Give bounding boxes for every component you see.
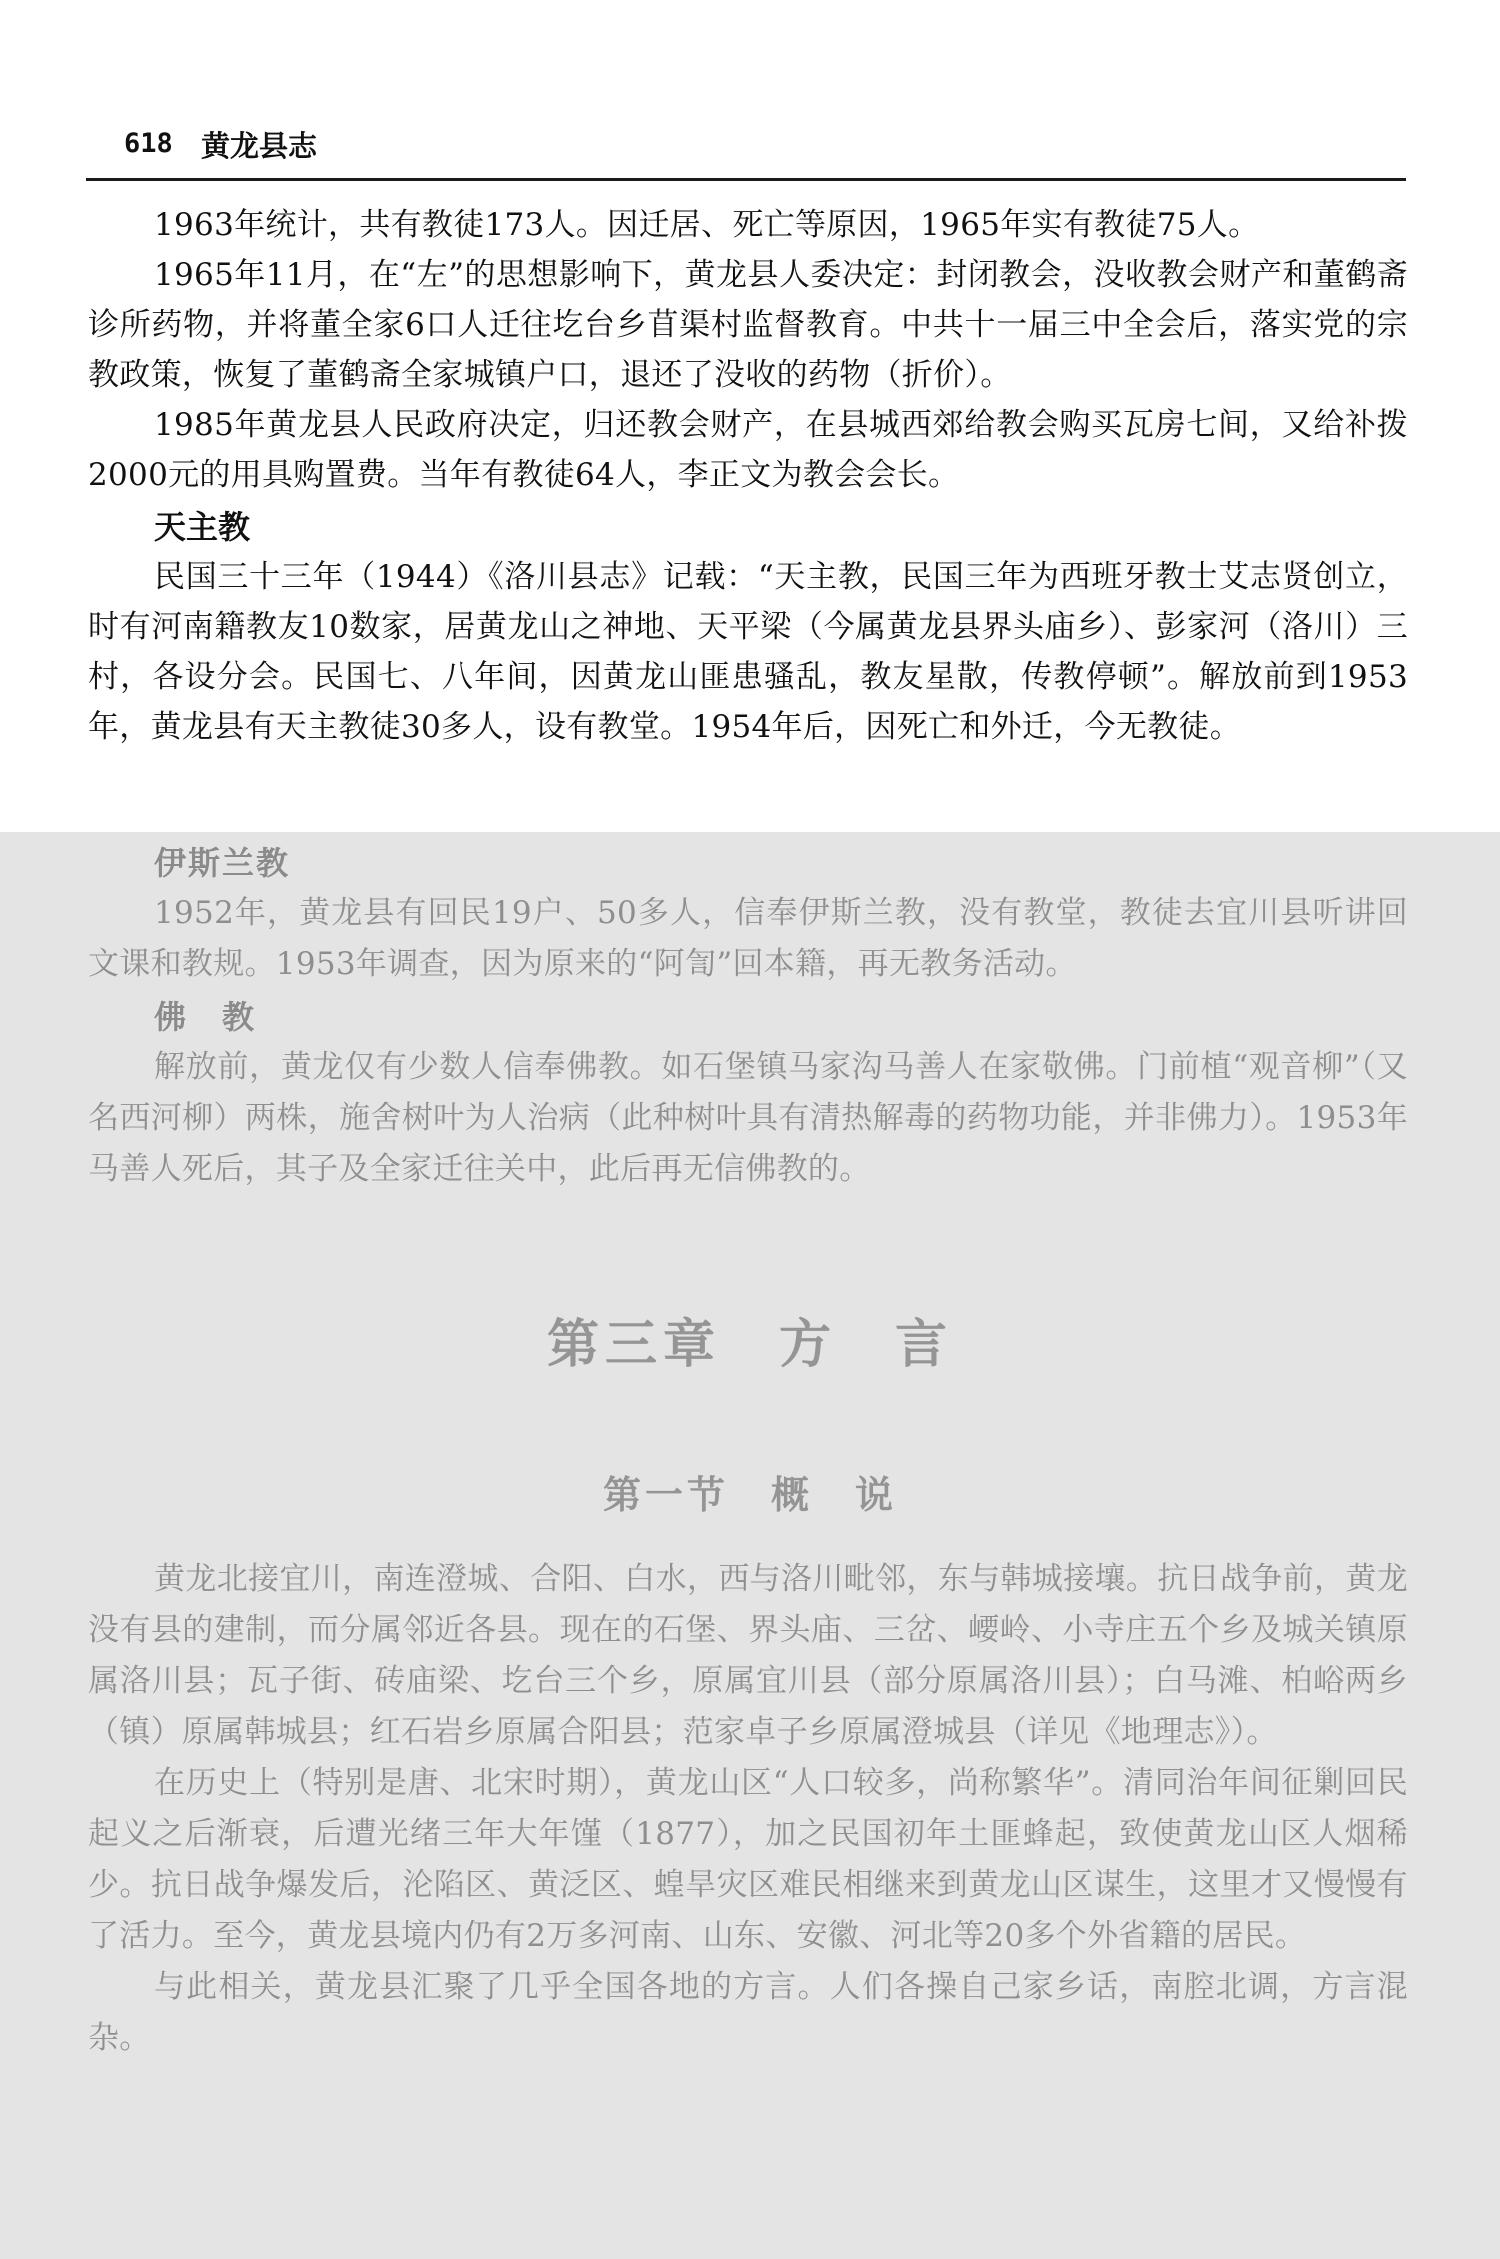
dialect-overview-text [88, 1554, 1408, 2064]
page-number: 618 [124, 128, 173, 159]
running-title: 黄龙县志 [201, 129, 318, 163]
paragraph: 民国三十三年（1944）《洛川县志》记载：“天主教，民国三年为西班牙教士艾志贤创立，时有河南籍教友10数家，居黄龙山之神地、天平梁（今属黄龙县界头庙乡）、彭家河（洛川）三村，各设分会。民国七、八年间，因黄龙山匪患骚乱，教友星散，传教停顿”。解放前到1953年，黄龙县有天主教徒30多人，设有教堂。1954年后，因死亡和外迁，今无教徒。 [88, 559, 1408, 745]
paragraph: 解放前，黄龙仅有少数人信奉佛教。如石堡镇马家沟马善人在家敬佛。门前植“观音柳”（又名西河柳）两株，施舍树叶为人治病（此种树叶具有清热解毒的药物功能，并非佛力）。1953年马善人死后，其子及全家迁往关中，此后再无信佛教的。 [88, 1049, 1408, 1187]
paragraph: 黄龙北接宜川，南连澄城、合阳、白水，西与洛川毗邻，东与韩城接壤。抗日战争前，黄龙没有县的建制，而分属邻近各县。现在的石堡、界头庙、三岔、崾岭、小寺庄五个乡及城关镇原属洛川县；瓦子街、砖庙梁、圪台三个乡，原属宜川县（部分原属洛川县）；白马滩、柏峪两乡（镇）原属韩城县；红石岩乡原属合阳县；范家卓子乡原属澄城县（详见《地理志》）。 [88, 1561, 1408, 1750]
heading-islam: 伊斯兰教 [154, 844, 291, 882]
paragraph: 1952年，黄龙县有回民19户、50多人，信奉伊斯兰教，没有教堂，教徒去宜川县听讲回文课和教规。1953年调查，因为原来的“阿訇”回本籍，再无教务活动。 [88, 895, 1408, 982]
section-title: 第一节 概 说 [602, 1472, 897, 1517]
paragraph: 与此相关，黄龙县汇聚了几乎全国各地的方言。人们各操自己家乡话，南腔北调，方言混杂。 [88, 1969, 1408, 2056]
paragraph: 在历史上（特别是唐、北宋时期），黄龙山区“人口较多，尚称繁华”。清同治年间征剿回民起义之后渐衰，后遭光绪三年大年馑（1877），加之民国初年土匪蜂起，致使黄龙山区人烟稀少。抗日战争爆发后，沦陷区、黄泛区、蝗旱灾区难民相继来到黄龙山区谋生，这里才又慢慢有了活力。至今，黄龙县境内仍有2万多河南、山东、安徽、河北等20多个外省籍的居民。 [88, 1765, 1408, 1954]
greyed-religion-text [88, 836, 1408, 1195]
main-text [88, 200, 1408, 752]
page-header [86, 118, 1406, 181]
chapter-title: 第三章 方 言 [546, 1315, 953, 1375]
heading-buddhism: 佛 教 [154, 998, 257, 1036]
paragraph: 1963年统计，共有教徒173人。因迁居、死亡等原因，1965年实有教徒75人。 [154, 207, 1260, 243]
paragraph: 1965年11月，在“左”的思想影响下，黄龙县人委决定：封闭教会，没收教会财产和董鹤斋诊所药物，并将董全家6口人迁往圪台乡苜渠村监督教育。中共十一届三中全会后，落实党的宗教政策，恢复了董鹤斋全家城镇户口，退还了没收的药物（折价）。 [88, 257, 1408, 393]
paragraph: 1985年黄龙县人民政府决定，归还教会财产，在县城西郊给教会购买瓦房七间，又给补拨2000元的用具购置费。当年有教徒64人，李正文为教会会长。 [88, 407, 1408, 493]
heading-catholicism: 天主教 [154, 508, 251, 546]
greyed-region [0, 832, 1500, 2259]
